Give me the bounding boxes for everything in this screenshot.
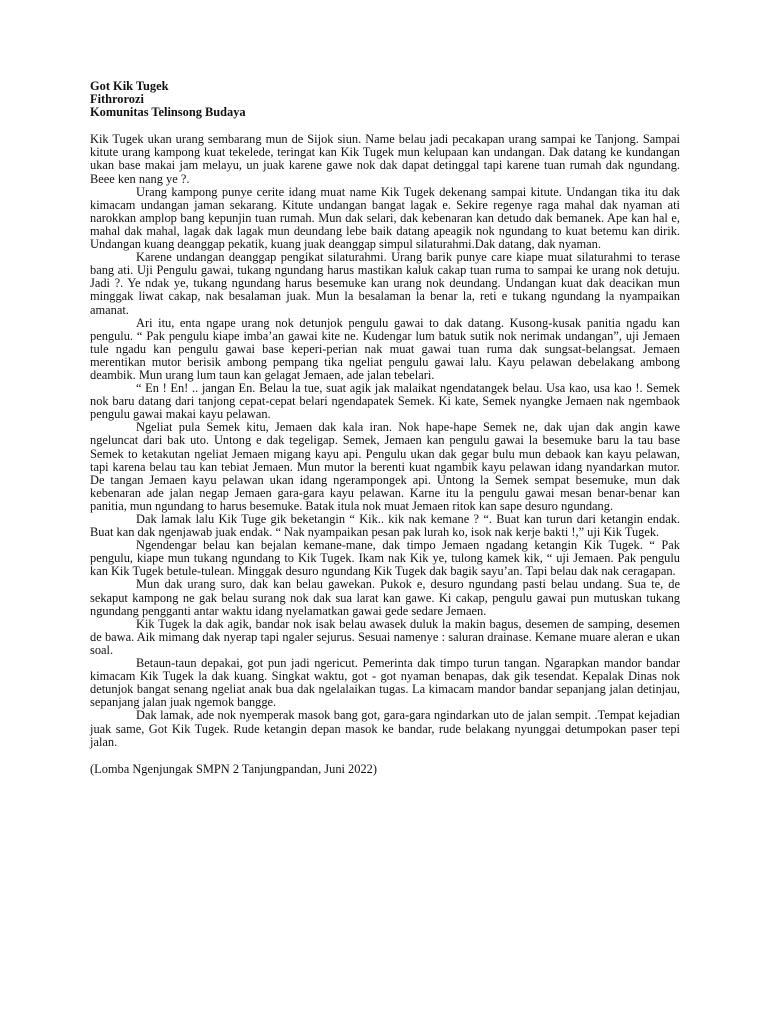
document-organization: Komunitas Telinsong Budaya <box>90 105 246 120</box>
paragraph: “ En ! En! .. jangan En. Belau la tue, suat agik jak malaikat ngendatangek belau. Usa kao, usa kao !. Semek nok baru datang dari tanjong cepat-cepat belari ngendapatek Semek. Ki kate, Semek nyangke Jemaen nak ngembaok pengulu gawai makai kayu pelawan. <box>90 381 680 422</box>
document-title: Got Kik Tugek <box>90 79 169 93</box>
paragraph: Ngendengar belau kan bejalan kemane-mane, dak timpo Jemaen ngadang ketangin Kik Tugek. “ Pak pengulu, kiape mun tukang ngundang to Kik Tugek. Ikam nak Kik ye, tulong kamek kik, “ uji Jemaen. Pak pengulu kan Kik Tugek betule-tulean. Minggak desuro ngundang Kik Tugek dak bagik sayu’an. Tapi belau dak nak ceragapan. <box>90 538 680 579</box>
paragraph: Dak lamak lalu Kik Tuge gik beketangin “ Kik.. kik nak kemane ? “. Buat kan turun dari ketangin endak. Buat kan dak ngenjawab juak endak. “ Nak nyampaikan pesan pak lurah ko, isok nak kerje bakti !,” uji Kik Tugek. <box>90 512 680 540</box>
document-page <box>90 80 680 776</box>
document-author: Fithrorozi <box>90 92 144 107</box>
document-header <box>90 80 680 119</box>
paragraph: Mun dak urang suro, dak kan belau gawekan. Pukok e, desuro ngundang pasti belau undang. Sua te, de sekaput kampong ne gak belau surang nok dak sua larat kan gawe. Ki cakap, pengulu gawai pun mutuskan tukang ngundang pengganti antar waktu idang nyelamatkan gawai gede sedare Jemaen. <box>90 577 680 618</box>
document-body <box>90 133 680 748</box>
paragraph: Kik Tugek ukan urang sembarang mun de Sijok siun. Name belau jadi pecakapan urang sampai ke Tanjong. Sampai kitute urang kampong kuat tekelede, teringat kan Kik Tugek mun kelupaan kan undangan. Dak datang ke kundangan ukan base makai jam melayu, un juak karene gawe nok dak dapat detinggal tapi karene tuan rumah dak ngundang. Beee ken nang ye ?. <box>90 132 680 186</box>
paragraph: Karene undangan deanggap pengikat silaturahmi. Urang barik punye care kiape muat silaturahmi to terase bang ati. Uji Pengulu gawai, tukang ngundang harus mastikan kaluk cakap tuan ruma to sampai ke urang nok detuju. Jadi ?. Ye ndak ye, tukang ngundang harus besemuke kan urang nok deundang. Undangan kuat dak deacikan mun minggak liwat cakap, nak besalaman juak. Mun la besalaman la benar la, reti e tukang ngundang la nyampaikan amanat. <box>90 250 680 317</box>
paragraph: Betaun-taun depakai, got pun jadi ngericut. Pemerinta dak timpo turun tangan. Ngarapkan mandor bandar kimacam Kik Tugek la dak kuang. Singkat waktu, got - got nyaman benapas, dak gik tesendat. Kepalak Dinas nok detunjok bangat senang ngeliat anak bua dak ngelalaikan tugas. La kimacam mandor bandar sepanjang jalan detinjau, sepanjang jalan juak ngemok bangge. <box>90 656 680 710</box>
paragraph: Kik Tugek la dak agik, bandar nok isak belau awasek duluk la makin bagus, desemen de samping, desemen de bawa. Aik mimang dak nyerap tapi ngaler sejurus. Sesuai namenye : saluran drainase. Kemane muare aleran e ukan soal. <box>90 616 680 657</box>
document-footer-note: (Lomba Ngenjungak SMPN 2 Tanjungpandan, Juni 2022) <box>90 761 377 776</box>
paragraph: Ngeliat pula Semek kitu, Jemaen dak kala iran. Nok hape-hape Semek ne, dak ujan dak angin kawe ngeluncat dari bak uto. Untong e dak tegeligap. Semek, Jemaen kan pengulu gawai la besemuke baru la tau base Semek to ketakutan ngeliat Jemaen migang kayu api. Pengulu ukan dak gegar bulu mun debaok kan kayu pelawan, tapi karena belau tau kan tebiat Jemaen. Mun mutor la berenti kuat ngambik kayu pelawan idang nyandarkan mutor. De tangan Jemaen kayu pelawan ukan idang ngerampongek api. Untong la Semek sempat besemuke, mun dak kebenaran ade jalan negap Jemaen gara-gara kayu pelawan. Karne itu la pengulu gawai mesan benar-benar kan panitia, mun ngundang to harus besemuke. Batak itula nok muat Jemaen ritok kan sape desuro ngundang. <box>90 420 680 513</box>
paragraph: Ari itu, enta ngape urang nok detunjok pengulu gawai to dak datang. Kusong-kusak panitia ngadu kan pengulu. “ Pak pengulu kiape imba’an gawai kite ne. Kudengar lum batuk sutik nok nerimak undangan”, uji Jemaen tule ngadu kan pengulu gawai base keperi-perian nak muat gawai tuan ruma dak sungsat-belangsat. Jemaen merentikan mutor berisik ambong pempang tika ngeliat pengulu gawai lalu. Kayu pelawan debelakang ambong deambik. Mun urang lum taun kan gelagat Jemaen, ade jalan tebelari. <box>90 315 680 382</box>
paragraph: Urang kampong punye cerite idang muat name Kik Tugek dekenang sampai kitute. Undangan tika itu dak kimacam undangan jaman sekarang. Kitute undangan bangat lagak e. Sekire regenye raga mahal dak nyaman ati narokkan amplop bang kepunjin tuan rumah. Mun dak selari, dak kebenaran kan detudo dak bemanek. Ape kan hal e, mahal dak mahal, lagak dak lagak mun deundang lebe baik datang apeagik nok ngundang to kuat betemu kan dirik. Undangan kuang deanggap pekatik, kuang juak deanggap simpul silaturahmi.Dak datang, dak nyaman. <box>90 184 680 252</box>
paragraph: Dak lamak, ade nok nyemperak masok bang got, gara-gara ngindarkan uto de jalan sempit. .Tempat kejadian juak same, Got Kik Tugek. Rude ketangin depan masok ke bandar, rude belakang nyunggai detumpokan paser tepi jalan. <box>90 708 680 749</box>
